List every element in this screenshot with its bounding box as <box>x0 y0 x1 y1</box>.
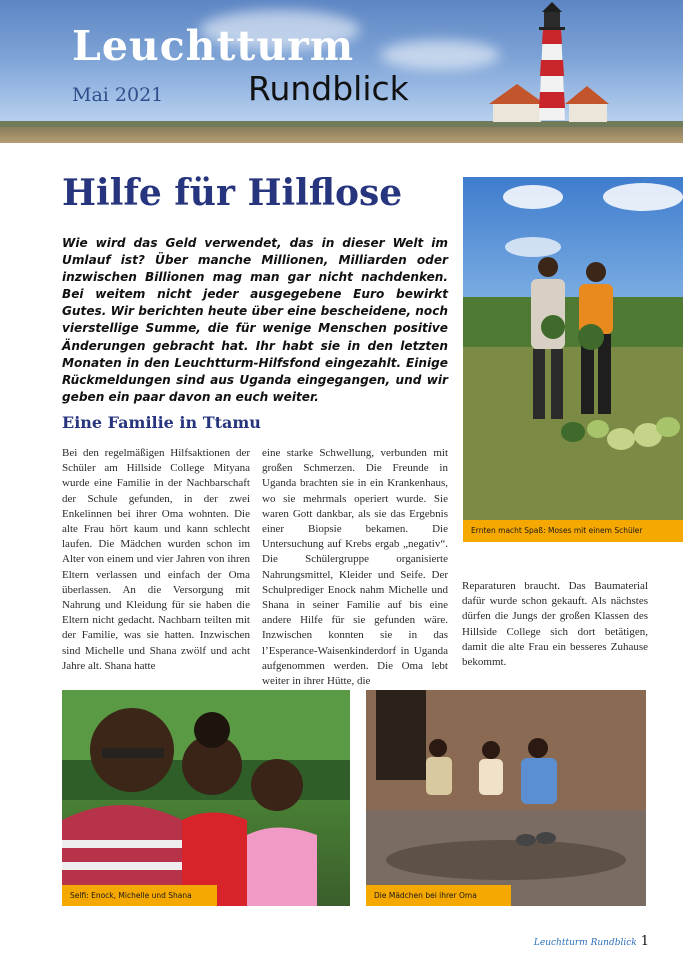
masthead-title: Leuchtturm <box>72 22 355 70</box>
masthead-subtitle: Rundblick <box>248 69 409 108</box>
page-footer <box>534 934 649 949</box>
grandmother-photo-caption: Die Mädchen bei ihrer Oma <box>366 885 511 906</box>
harvest-photo <box>463 177 683 520</box>
lighthouse-illustration <box>487 0 617 130</box>
page-number: 1 <box>640 934 649 949</box>
masthead-banner <box>0 0 683 143</box>
article-column-1: Bei den regelmäßigen Hilfsaktionen der Schüler am Hillside College Mityana wurde eine Familie in der Nachbarschaft der Schule gefunden, in der zwei Enkelinnen bei ihrer Oma wohnten. Die alte Frau hört kaum und kann schlecht laufen. Die Mädchen wurden schon im Alter von einem und vier Jahren von ihren Eltern verlassen und einfach der Oma überlassen. An die Versorgung mit Nahrung und Kleidung für sie haben die Eltern nicht gedacht. Nachbarn teilten mit der Familie, was sie hatten. Inzwischen sind Michelle und Shana zwölf und acht Jahre alt. Shana hatte <box>62 447 250 672</box>
harvest-photo-caption: Ernten macht Spaß: Moses mit einem Schüler <box>463 520 683 542</box>
footer-publication: Leuchtturm Rundblick <box>533 938 637 948</box>
article-headline: Hilfe für Hilflose <box>62 172 403 214</box>
harvest-photo-illustration <box>463 177 683 520</box>
article-column-2: eine starke Schwellung, verbunden mit großen Schmerzen. Die Freunde in Uganda brachten sie in ein Krankenhaus, wo sie mehrmals operiert wurde. Sie waren Gott dankbar, als sie das Ergebnis einer Biopsie bekamen. Die Untersuchung auf Krebs ergab „negativ“. Die Schülergruppe organisierte Nahrungsmittel, Kleider und Seife. Der Schulprediger Enock nahm Michelle und Shana in seiner Familie auf bis eine andere Hilfe für sie gefunden wäre. Inzwischen konnten sie in das l’Esperance-Waisenkinderdorf in Uganda aufgenommen werden. Die Oma lebt weiter in ihrer Hütte, die <box>262 447 448 688</box>
selfie-photo <box>62 690 350 906</box>
section-heading: Eine Familie in Ttamu <box>62 413 261 432</box>
selfie-photo-illustration <box>62 690 350 906</box>
article-column-3: Reparaturen braucht. Das Baumaterial dafür wurde schon gekauft. Als nächstes dürfen die Jungs der großen Klassen des Hillside College sich dort betätigen, damit die alte Frau ein besseres Zuhause bekommt. <box>462 580 648 669</box>
selfie-photo-caption: Selfi: Enock, Michelle und Shana <box>62 885 217 906</box>
grandmother-photo <box>366 690 646 906</box>
grandmother-photo-illustration <box>366 690 646 906</box>
issue-date: Mai 2021 <box>72 84 164 106</box>
article-intro: Wie wird das Geld verwendet, das in dieser Welt im Umlauf ist? Über manche Millionen, Milliarden oder inzwischen Billionen mag man gar nicht nachdenken. Bei weitem nicht jeder ausgegebene Euro bewirkt Gutes. Wir berichten heute über eine bescheidene, noch vierstellige Summe, die für wenige Menschen positive Änderungen gebracht hat. Ihr habt sie in den letzten Monaten in den Leuchtturm-Hilfsfond eingezahlt. Einige Rückmeldungen sind aus Uganda eingegangen, und wir geben ein paar davon an euch weiter. <box>62 236 448 404</box>
cloud <box>380 40 500 70</box>
